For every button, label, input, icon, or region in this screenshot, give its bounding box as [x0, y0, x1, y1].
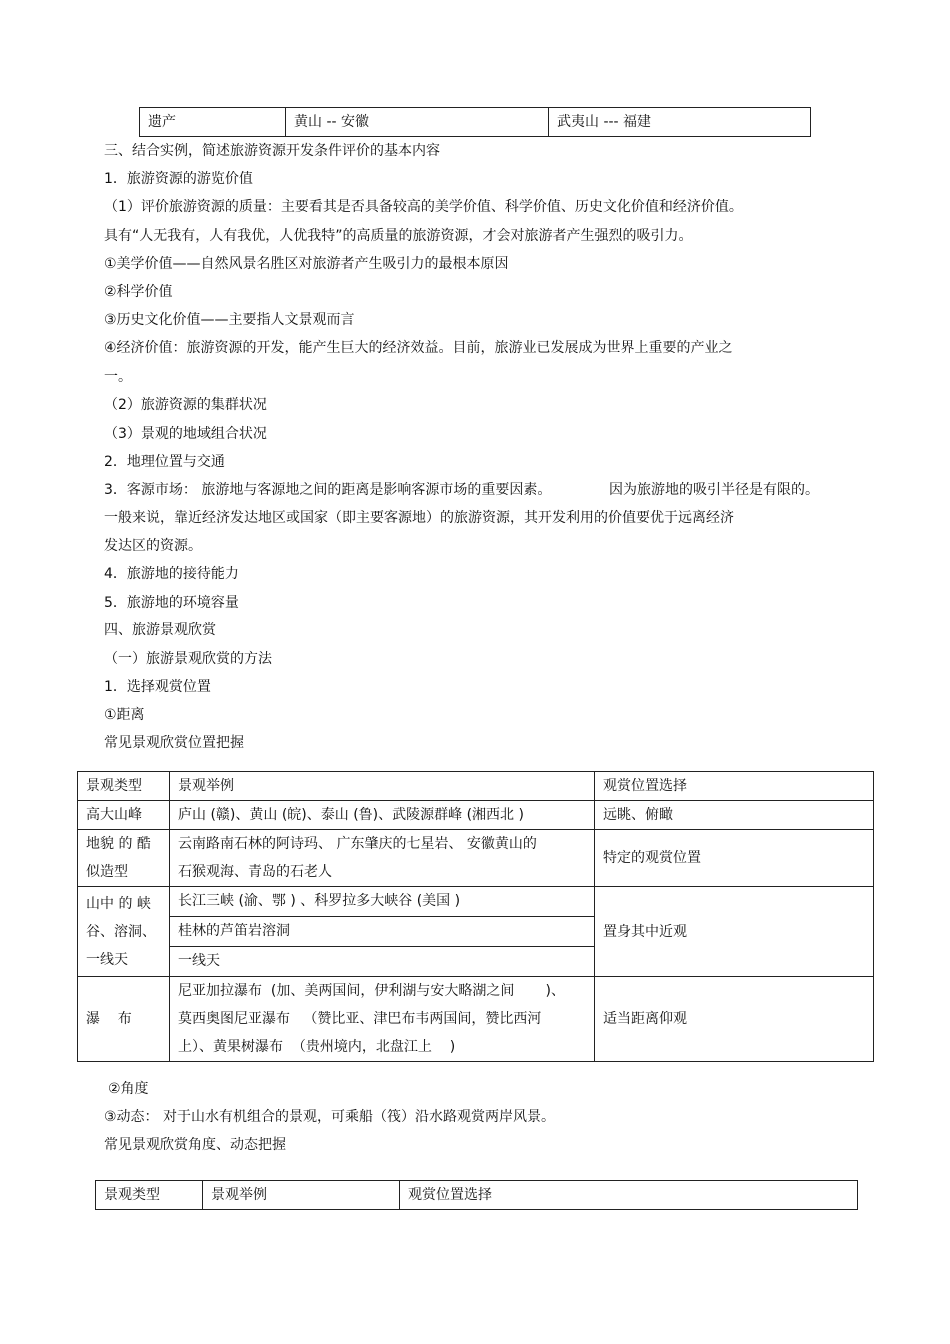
text-line: ①距离: [104, 707, 145, 723]
table-row: [78, 801, 874, 830]
text-line: 一般来说，靠近经济发达地区或国家（即主要客源地）的旅游资源，其开发利用的价值要优于远离经济: [104, 510, 734, 526]
top-table: [139, 107, 811, 137]
header-cell: 景观举例: [203, 1181, 400, 1210]
example-cell: [170, 887, 595, 977]
viewing-position-table: [77, 771, 874, 1062]
example-line: 莫西奥图尼亚瀑布 （赞比亚、津巴布韦两国间，赞比西河: [178, 1011, 542, 1027]
top-table-cell: 黄山 -- 安徽: [286, 108, 549, 137]
example-line: 桂林的芦笛岩溶洞: [170, 917, 594, 947]
type-cell: 高大山峰: [78, 801, 170, 830]
top-table-cell: 武夷山 --- 福建: [549, 108, 811, 137]
type-cell: 瀑 布: [78, 977, 170, 1062]
section-heading: 四、旅游景观欣赏: [104, 622, 216, 638]
example-line: 石猴观海、青岛的石老人: [178, 864, 332, 880]
text-line: 发达区的资源。: [104, 538, 202, 554]
position-cell: 特定的观赏位置: [595, 830, 874, 887]
text-line: ②科学价值: [104, 284, 173, 300]
text-line: 1．旅游资源的游览价值: [104, 171, 253, 187]
example-line: 尼亚加拉瀑布 (加、美两国间，伊利湖与安大略湖之间 )、: [178, 983, 565, 999]
text-line: （3）景观的地域组合状况: [104, 426, 267, 442]
header-cell: 景观举例: [170, 772, 595, 801]
text-line: （1）评价旅游资源的质量：主要看其是否具备较高的美学价值、科学价值、历史文化价值和经济价值。: [104, 199, 743, 215]
header-cell: 景观类型: [78, 772, 170, 801]
example-line: 一线天: [178, 953, 220, 969]
top-table-cell: 遗产: [140, 108, 286, 137]
example-line: 上）、黄果树瀑布 （贵州境内，北盘江上 ): [178, 1039, 456, 1055]
table-caption: 常见景观欣赏位置把握: [104, 735, 244, 751]
viewing-angle-table: [95, 1180, 858, 1210]
example-line: 长江三峡 (渝、鄂 ) 、科罗拉多大峡谷 (美国 ): [170, 887, 594, 917]
text-line: 具有“人无我有，人有我优，人优我特”的高质量的旅游资源，才会对旅游者产生强烈的吸引力。: [104, 228, 693, 244]
text-line: 5．旅游地的环境容量: [104, 595, 239, 611]
type-cell: 山中 的 峡谷、溶洞、一线天: [78, 887, 170, 977]
position-cell: 远眺、俯瞰: [595, 801, 874, 830]
example-line: 云南路南石林的阿诗玛、 广东肇庆的七星岩、 安徽黄山的: [178, 836, 537, 852]
header-cell: 景观类型: [96, 1181, 203, 1210]
header-cell: 观赏位置选择: [400, 1181, 858, 1210]
text-line: 3．客源市场： 旅游地与客源地之间的距离是影响客源市场的重要因素。: [104, 482, 552, 498]
table-row: [78, 977, 874, 1062]
table-header-row: [96, 1181, 858, 1210]
text-line: 1．选择观赏位置: [104, 679, 211, 695]
section-heading: 三、结合实例，简述旅游资源开发条件评价的基本内容: [104, 143, 440, 159]
text-line: 2．地理位置与交通: [104, 454, 225, 470]
header-cell: 观赏位置选择: [595, 772, 874, 801]
table-caption: 常见景观欣赏角度、动态把握: [104, 1137, 286, 1153]
table-row: [78, 830, 874, 887]
example-cell: [170, 977, 595, 1062]
text-line: （2）旅游资源的集群状况: [104, 397, 267, 413]
text-line: 4．旅游地的接待能力: [104, 566, 239, 582]
text-line: ③历史文化价值——主要指人文景观而言: [104, 312, 355, 328]
position-cell: 置身其中近观: [595, 887, 874, 977]
example-cell: 庐山 (赣)、黄山 (皖)、泰山 (鲁)、武陵源群峰 (湘西北 ): [170, 801, 595, 830]
table-header-row: [78, 772, 874, 801]
text-line: ①美学价值——自然风景名胜区对旅游者产生吸引力的最根本原因: [104, 256, 509, 272]
position-cell: 适当距离仰观: [595, 977, 874, 1062]
text-line: 因为旅游地的吸引半径是有限的。: [609, 482, 819, 498]
text-line: ④经济价值：旅游资源的开发，能产生巨大的经济效益。目前，旅游业已发展成为世界上重要的产业之: [104, 340, 733, 356]
text-line: （一）旅游景观欣赏的方法: [104, 651, 272, 667]
type-cell: 地貌 的 酷似造型: [78, 830, 170, 887]
text-line: ②角度: [108, 1081, 149, 1097]
text-line: ③动态： 对于山水有机组合的景观，可乘船（筏）沿水路观赏两岸风景。: [104, 1109, 555, 1125]
text-line: 一。: [104, 369, 132, 385]
example-cell: [170, 830, 595, 887]
table-row: [78, 887, 874, 977]
